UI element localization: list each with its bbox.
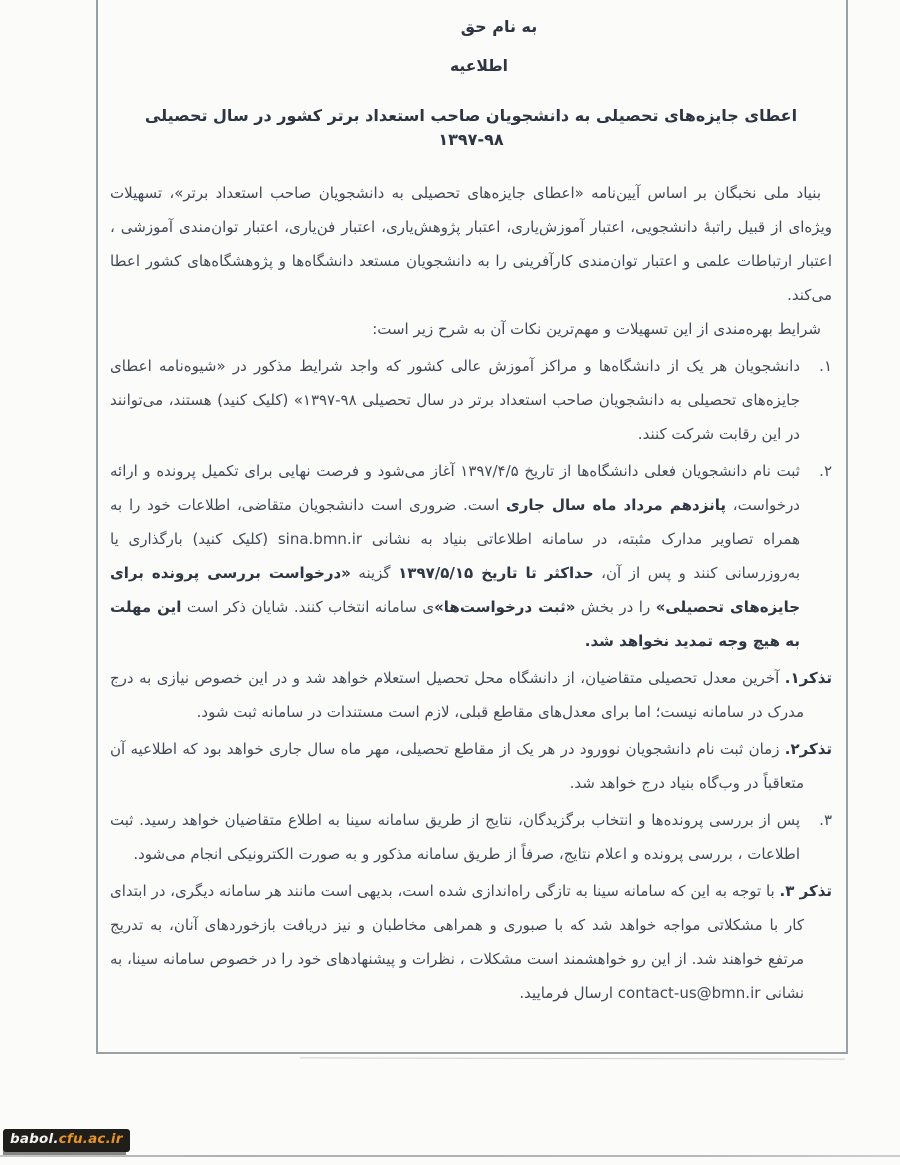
conditions-lead: شرایط بهره‌مندی از این تسهیلات و مهم‌ترین نکات آن به شرح زیر است: bbox=[372, 320, 821, 338]
watermark-site-suffix: cfu.ac.ir bbox=[58, 1131, 123, 1147]
text-run bbox=[268, 530, 278, 548]
note-3-label: تذکر ۳. bbox=[779, 882, 832, 900]
text-run: است. ضروری است دانشجویان متقاضی، اطلاعات خود را به همراه تصاویر مدارک مثبته، در سامانه اطلاعاتی بنیاد به نشانی bbox=[110, 496, 800, 548]
item-3-text bbox=[110, 803, 800, 871]
item-1-text bbox=[110, 349, 800, 451]
bismillah-heading: به نام حق bbox=[460, 17, 538, 36]
note-2-text: زمان ثبت نام دانشجویان نوورود در هر یک از مقاطع تحصیلی، مهر ماه سال جاری خواهد بود که اطلاعیه آن متعاقباً در وب‌گاه بنیاد درج خواهد شد. bbox=[110, 740, 804, 792]
note-3-text: با توجه به این که سامانه سینا به تازگی راه‌اندازی شده است، بدیهی است مانند هر سامانه دیگری، در ابتدای کار با مشکلاتی مواجه خواهد شد که با صبوری و همراهی مخاطبان و نیز دریافت بازخوردهای آنان، به تدریج مرتفع خواهند شد. از این رو خواهشمند است مشکلات ، نظرات و پیشنهادهای خود را در خصوص سامانه سینا، به نشانی bbox=[110, 882, 804, 1002]
text-run: بارگذاری یا به‌روزرسانی کنند و پس از آن، bbox=[110, 530, 800, 582]
sina-system-url[interactable]: sina.bmn.ir bbox=[277, 530, 363, 548]
text-run: گزینه bbox=[350, 564, 399, 582]
document-content bbox=[110, 0, 832, 1010]
text-run: دانشجویان هر یک از دانشگاه‌ها و مراکز آموزش عالی کشور که واجد شرایط مذکور در «شیوه‌نامه اعطای جایزه‌های تحصیلی به دانشجویان صاحب استعداد برتر در سال تحصیلی ۹۸-۱۳۹۷» bbox=[110, 357, 800, 409]
sina-click-link[interactable]: (کلیک کنید) bbox=[192, 530, 269, 548]
notice-heading: اطلاعیه bbox=[450, 57, 508, 75]
watermark-badge bbox=[3, 1129, 130, 1152]
scan-artifact-line bbox=[300, 1057, 845, 1059]
item-3-number: ۳. bbox=[819, 811, 832, 829]
note-3-tail: ارسال فرمایید. bbox=[519, 984, 618, 1002]
no-extension-emphasis: این مهلت به هیچ وجه تمدید نخواهد شد. bbox=[110, 598, 800, 650]
numbered-item-1 bbox=[110, 349, 832, 451]
final-date-emphasis: حداکثر تا تاریخ ۱۳۹۷/۵/۱۵ bbox=[398, 564, 594, 582]
item-2-number: ۲. bbox=[819, 462, 832, 480]
scan-edge-line bbox=[0, 1155, 900, 1157]
note-2 bbox=[110, 732, 832, 800]
text-run: ثبت نام دانشجویان فعلی دانشگاه‌ها از تاریخ ۱۳۹۷/۴/۵ آغاز می‌شود و فرصت نهایی برای تکمیل پرونده و ارائه درخواست، bbox=[110, 462, 800, 514]
numbered-item-3 bbox=[110, 803, 832, 871]
note-1-text: آخرین معدل تحصیلی متقاضیان، از دانشگاه محل تحصیل استعلام خواهد شد و در این خصوص نیازی به درج مدرک در سامانه نیست؛ اما برای معدل‌های مقاطع قبلی، لازم است مستندات در سامانه ثبت شود. bbox=[110, 669, 804, 721]
text-run: را در بخش bbox=[575, 598, 656, 616]
item-2-text bbox=[110, 454, 800, 658]
text-run: پس از بررسی پرونده‌ها و انتخاب برگزیدگان، نتایج از طریق سامانه سینا به اطلاع متقاضیان خواهد رسید. ثبت اطلاعات ، بررسی پرونده و اعلام نتایج، صرفاً از طریق سامانه مذکور و به صورت الکترونیکی انجام می‌شود. bbox=[110, 811, 800, 863]
request-option-emphasis: «درخواست بررسی پرونده برای جایزه‌های تحصیلی» bbox=[110, 564, 801, 616]
guideline-click-link[interactable]: (کلیک کنید) bbox=[217, 391, 289, 409]
item-1-number: ۱. bbox=[819, 357, 832, 375]
text-run: هستند، می‌توانند در این رقابت شرکت کنند. bbox=[110, 391, 800, 443]
note-1 bbox=[110, 661, 832, 729]
note-3 bbox=[110, 874, 832, 1010]
watermark-site-prefix: babol. bbox=[10, 1131, 59, 1147]
requests-section-emphasis: «ثبت درخواست‌ها» bbox=[434, 598, 576, 616]
contact-email[interactable]: contact-us@bmn.ir bbox=[617, 984, 761, 1002]
numbered-item-2 bbox=[110, 454, 832, 658]
document-title: اعطای جایزه‌های تحصیلی به دانشجویان صاحب استعداد برتر کشور در سال تحصیلی ۹۸-۱۳۹۷ bbox=[144, 106, 798, 149]
deadline-emphasis: پانزدهم مرداد ماه سال جاری bbox=[505, 496, 726, 514]
text-run: ی سامانه انتخاب کنند. شایان ذکر است bbox=[181, 598, 435, 616]
note-1-label: تذکر۱. bbox=[784, 669, 832, 687]
note-2-label: تذکر۲. bbox=[784, 740, 832, 758]
intro-paragraph: بنیاد ملی نخبگان بر اساس آیین‌نامه «اعطای جایزه‌های تحصیلی به دانشجویان صاحب استعداد برتر»، تسهیلات ویژه‌ای از قبیل راتبۀ دانشجویی، اعتبار آموزش‌یاری، اعتبار پژوهش‌یاری، اعتبار فن‌یاری، اعتبار توان‌مندی آموزشی ، اعتبار ارتباطات علمی و اعتبار توان‌مندی کارآفرینی را به دانشجویان مستعد دانشگاه‌ها و پژوهشگاه‌های کشور اعطا می‌کند. bbox=[110, 184, 832, 304]
